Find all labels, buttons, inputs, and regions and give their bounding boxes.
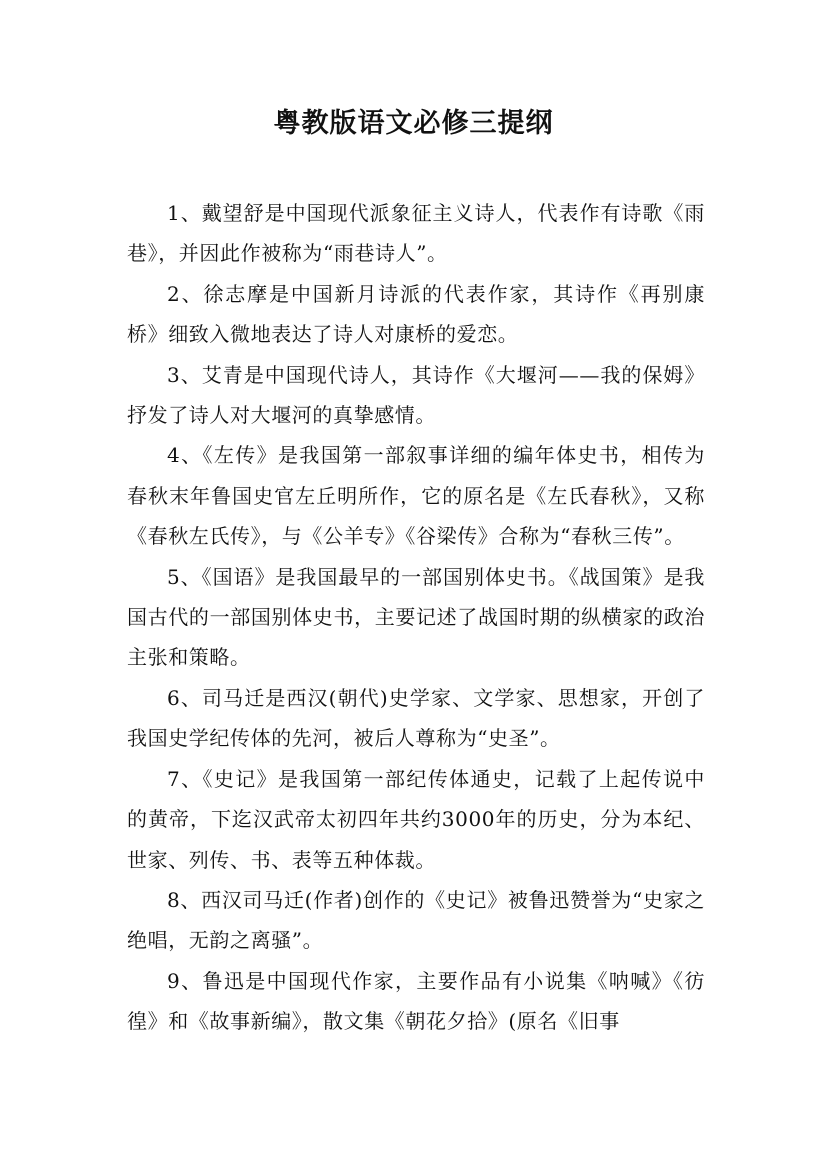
paragraph-5: 5、《国语》是我国最早的一部国别体史书。《战国策》是我国古代的一部国别体史书，主要记述了战国时期的纵横家的政治主张和策略。 <box>127 564 705 670</box>
paragraph-2: 2、徐志摩是中国新月诗派的代表作家，其诗作《再别康桥》细致入微地表达了诗人对康桥的爱恋。 <box>127 281 705 347</box>
paragraph-1: 1、戴望舒是中国现代派象征主义诗人，代表作有诗歌《雨巷》，并因此作被称为“雨巷诗人”。 <box>127 201 705 266</box>
paragraph-7: 7、《史记》是我国第一部纪传体通史，记载了上起传说中的黄帝，下迄汉武帝太初四年共约3000年的历史，分为本纪、世家、列传、书、表等五种体裁。 <box>127 766 705 872</box>
paragraph-4: 4、《左传》是我国第一部叙事详细的编年体史书，相传为春秋末年鲁国史官左丘明所作，它的原名是《左氏春秋》，又称《春秋左氏传》，与《公羊专》《谷梁传》合称为“春秋三传”。 <box>127 443 705 549</box>
document-body <box>127 193 705 1042</box>
paragraph-8: 8、西汉司马迁(作者)创作的《史记》被鲁迅赞誉为“史家之绝唱，无韵之离骚”。 <box>127 887 705 953</box>
paragraph-6: 6、司马迁是西汉(朝代)史学家、文学家、思想家，开创了我国史学纪传体的先河，被后人尊称为“史圣”。 <box>127 685 705 751</box>
paragraph-9: 9、鲁迅是中国现代作家，主要作品有小说集《呐喊》《彷徨》和《故事新编》，散文集《朝花夕拾》(原名《旧事 <box>127 968 705 1034</box>
paragraph-3: 3、艾青是中国现代诗人，其诗作《大堰河——我的保姆》抒发了诗人对大堰河的真挚感情。 <box>127 362 705 428</box>
document-title: 粤教版语文必修三提纲 <box>273 108 554 139</box>
